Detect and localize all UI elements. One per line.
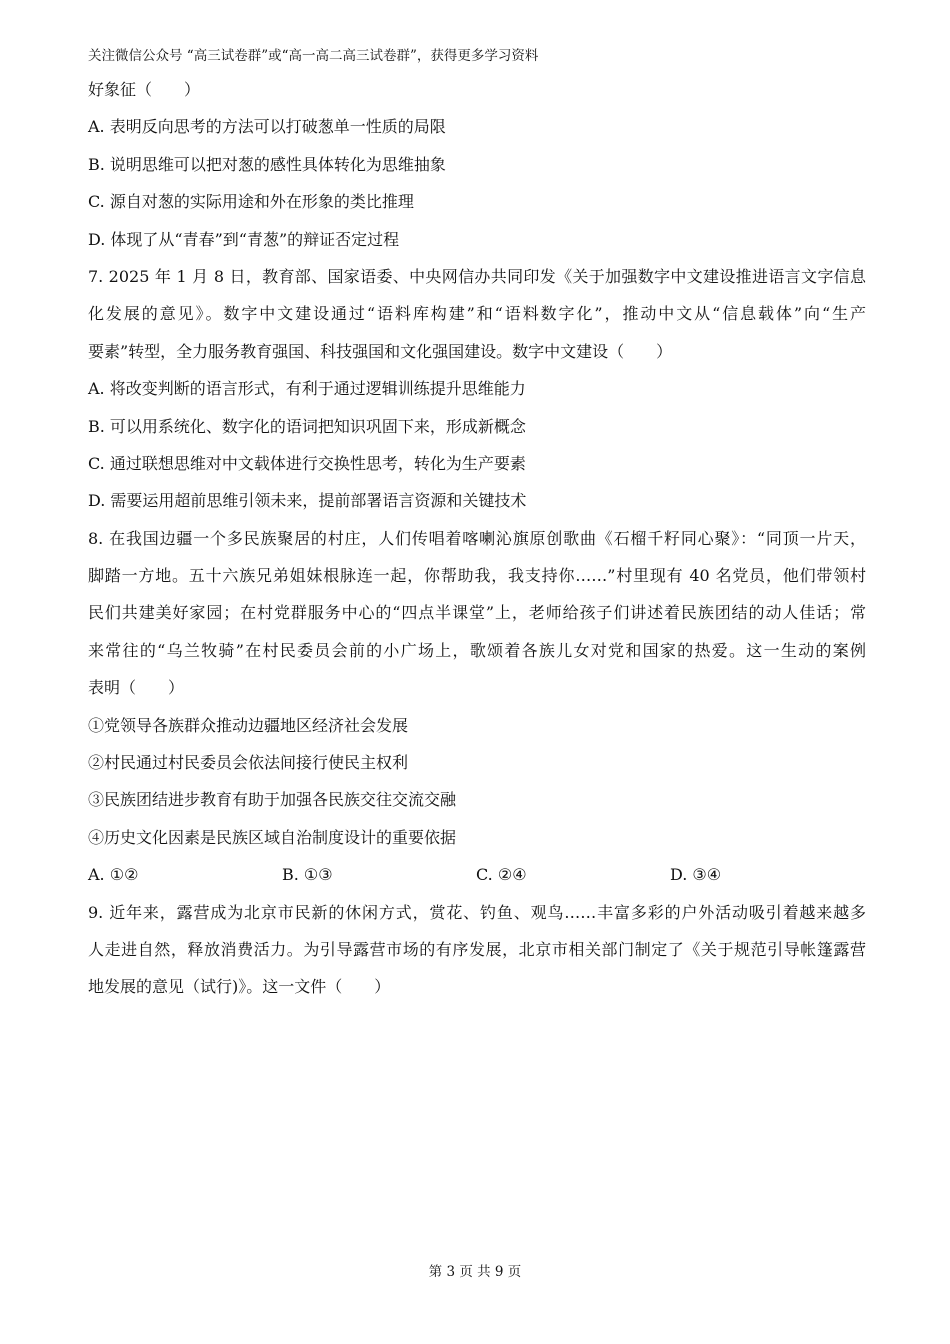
question-stem-line: 化发展的意见》。数字中文建设通过“语料库构建”和“语料数字化”，推动中文从“信息载体”向“生产	[88, 304, 866, 324]
question-stem-line: 7. 2025 年 1 月 8 日，教育部、国家语委、中央网信办共同印发《关于加强数字中文建设推进语言文字信息	[88, 266, 866, 286]
option-c: C. 源自对葱的实际用途和外在形象的类比推理	[88, 192, 414, 212]
question-8	[88, 527, 866, 901]
question-stem-line: 要素”转型，全力服务教育强国、科技强国和文化强国建设。数字中文建设（ ）	[88, 341, 673, 361]
question-stem-line: 地发展的意见（试行)》。这一文件（ ）	[88, 977, 391, 997]
statement-2: ②村民通过村民委员会依法间接行使民主权利	[88, 753, 409, 773]
option-a: A. 将改变判断的语言形式，有利于通过逻辑训练提升思维能力	[88, 379, 526, 399]
option-d: D. ③④	[670, 865, 722, 885]
statement-4: ④历史文化因素是民族区域自治制度设计的重要依据	[88, 827, 457, 847]
question-stem-line: 表明（ ）	[88, 678, 185, 698]
page-content	[88, 78, 866, 1013]
option-d: D. 体现了从“青春”到“青葱”的辩证否定过程	[88, 229, 400, 249]
question-7	[88, 265, 866, 527]
question-stem-line: 9. 近年来，露营成为北京市民新的休闲方式，赏花、钓鱼、观鸟……丰富多彩的户外活动吸引着越来越多	[88, 902, 866, 922]
option-b: B. ①③	[282, 865, 333, 885]
option-a: A. 表明反向思考的方法可以打破葱单一性质的局限	[88, 117, 446, 137]
question-stem-line: 脚踏一方地。五十六族兄弟姐妹根脉连一起，你帮助我，我支持你……”村里现有 40 名党员，他们带领村	[88, 566, 866, 586]
question-stem-line: 8. 在我国边疆一个多民族聚居的村庄，人们传唱着喀喇沁旗原创歌曲《石榴千籽同心聚》：“同顶一片天，	[88, 528, 866, 548]
option-row	[88, 863, 866, 900]
question-stem-line: 民们共建美好家园；在村党群服务中心的“四点半课堂”上，老师给孩子们讲述着民族团结的动人佳话；常	[88, 603, 866, 623]
option-c: C. 通过联想思维对中文载体进行交换性思考，转化为生产要素	[88, 453, 526, 473]
option-a: A. ①②	[88, 865, 139, 885]
page-number: 第 3 页 共 9 页	[428, 1264, 522, 1280]
option-b: B. 说明思维可以把对葱的感性具体转化为思维抽象	[88, 154, 446, 174]
statement-1: ①党领导各族群众推动边疆地区经济社会发展	[88, 715, 409, 735]
option-c: C. ②④	[476, 865, 527, 885]
option-d: D. 需要运用超前思维引领未来，提前部署语言资源和关键技术	[88, 491, 527, 511]
question-stem: 好象征（ ）	[88, 80, 201, 99]
question-9	[88, 901, 866, 1013]
page-header: 关注微信公众号 “高三试卷群”或“高一高二高三试卷群”，获得更多学习资料	[88, 48, 539, 64]
statement-3: ③民族团结进步教育有助于加强各民族交往交流交融	[88, 790, 457, 810]
question-6	[88, 78, 866, 265]
question-stem-line: 人走进自然，释放消费活力。为引导露营市场的有序发展，北京市相关部门制定了《关于规范引导帐篷露营	[88, 939, 866, 959]
question-stem-line: 来常往的“乌兰牧骑”在村民委员会前的小广场上，歌颂着各族儿女对党和国家的热爱。这一生动的案例	[88, 640, 866, 660]
option-b: B. 可以用系统化、数字化的语词把知识巩固下来，形成新概念	[88, 416, 526, 436]
